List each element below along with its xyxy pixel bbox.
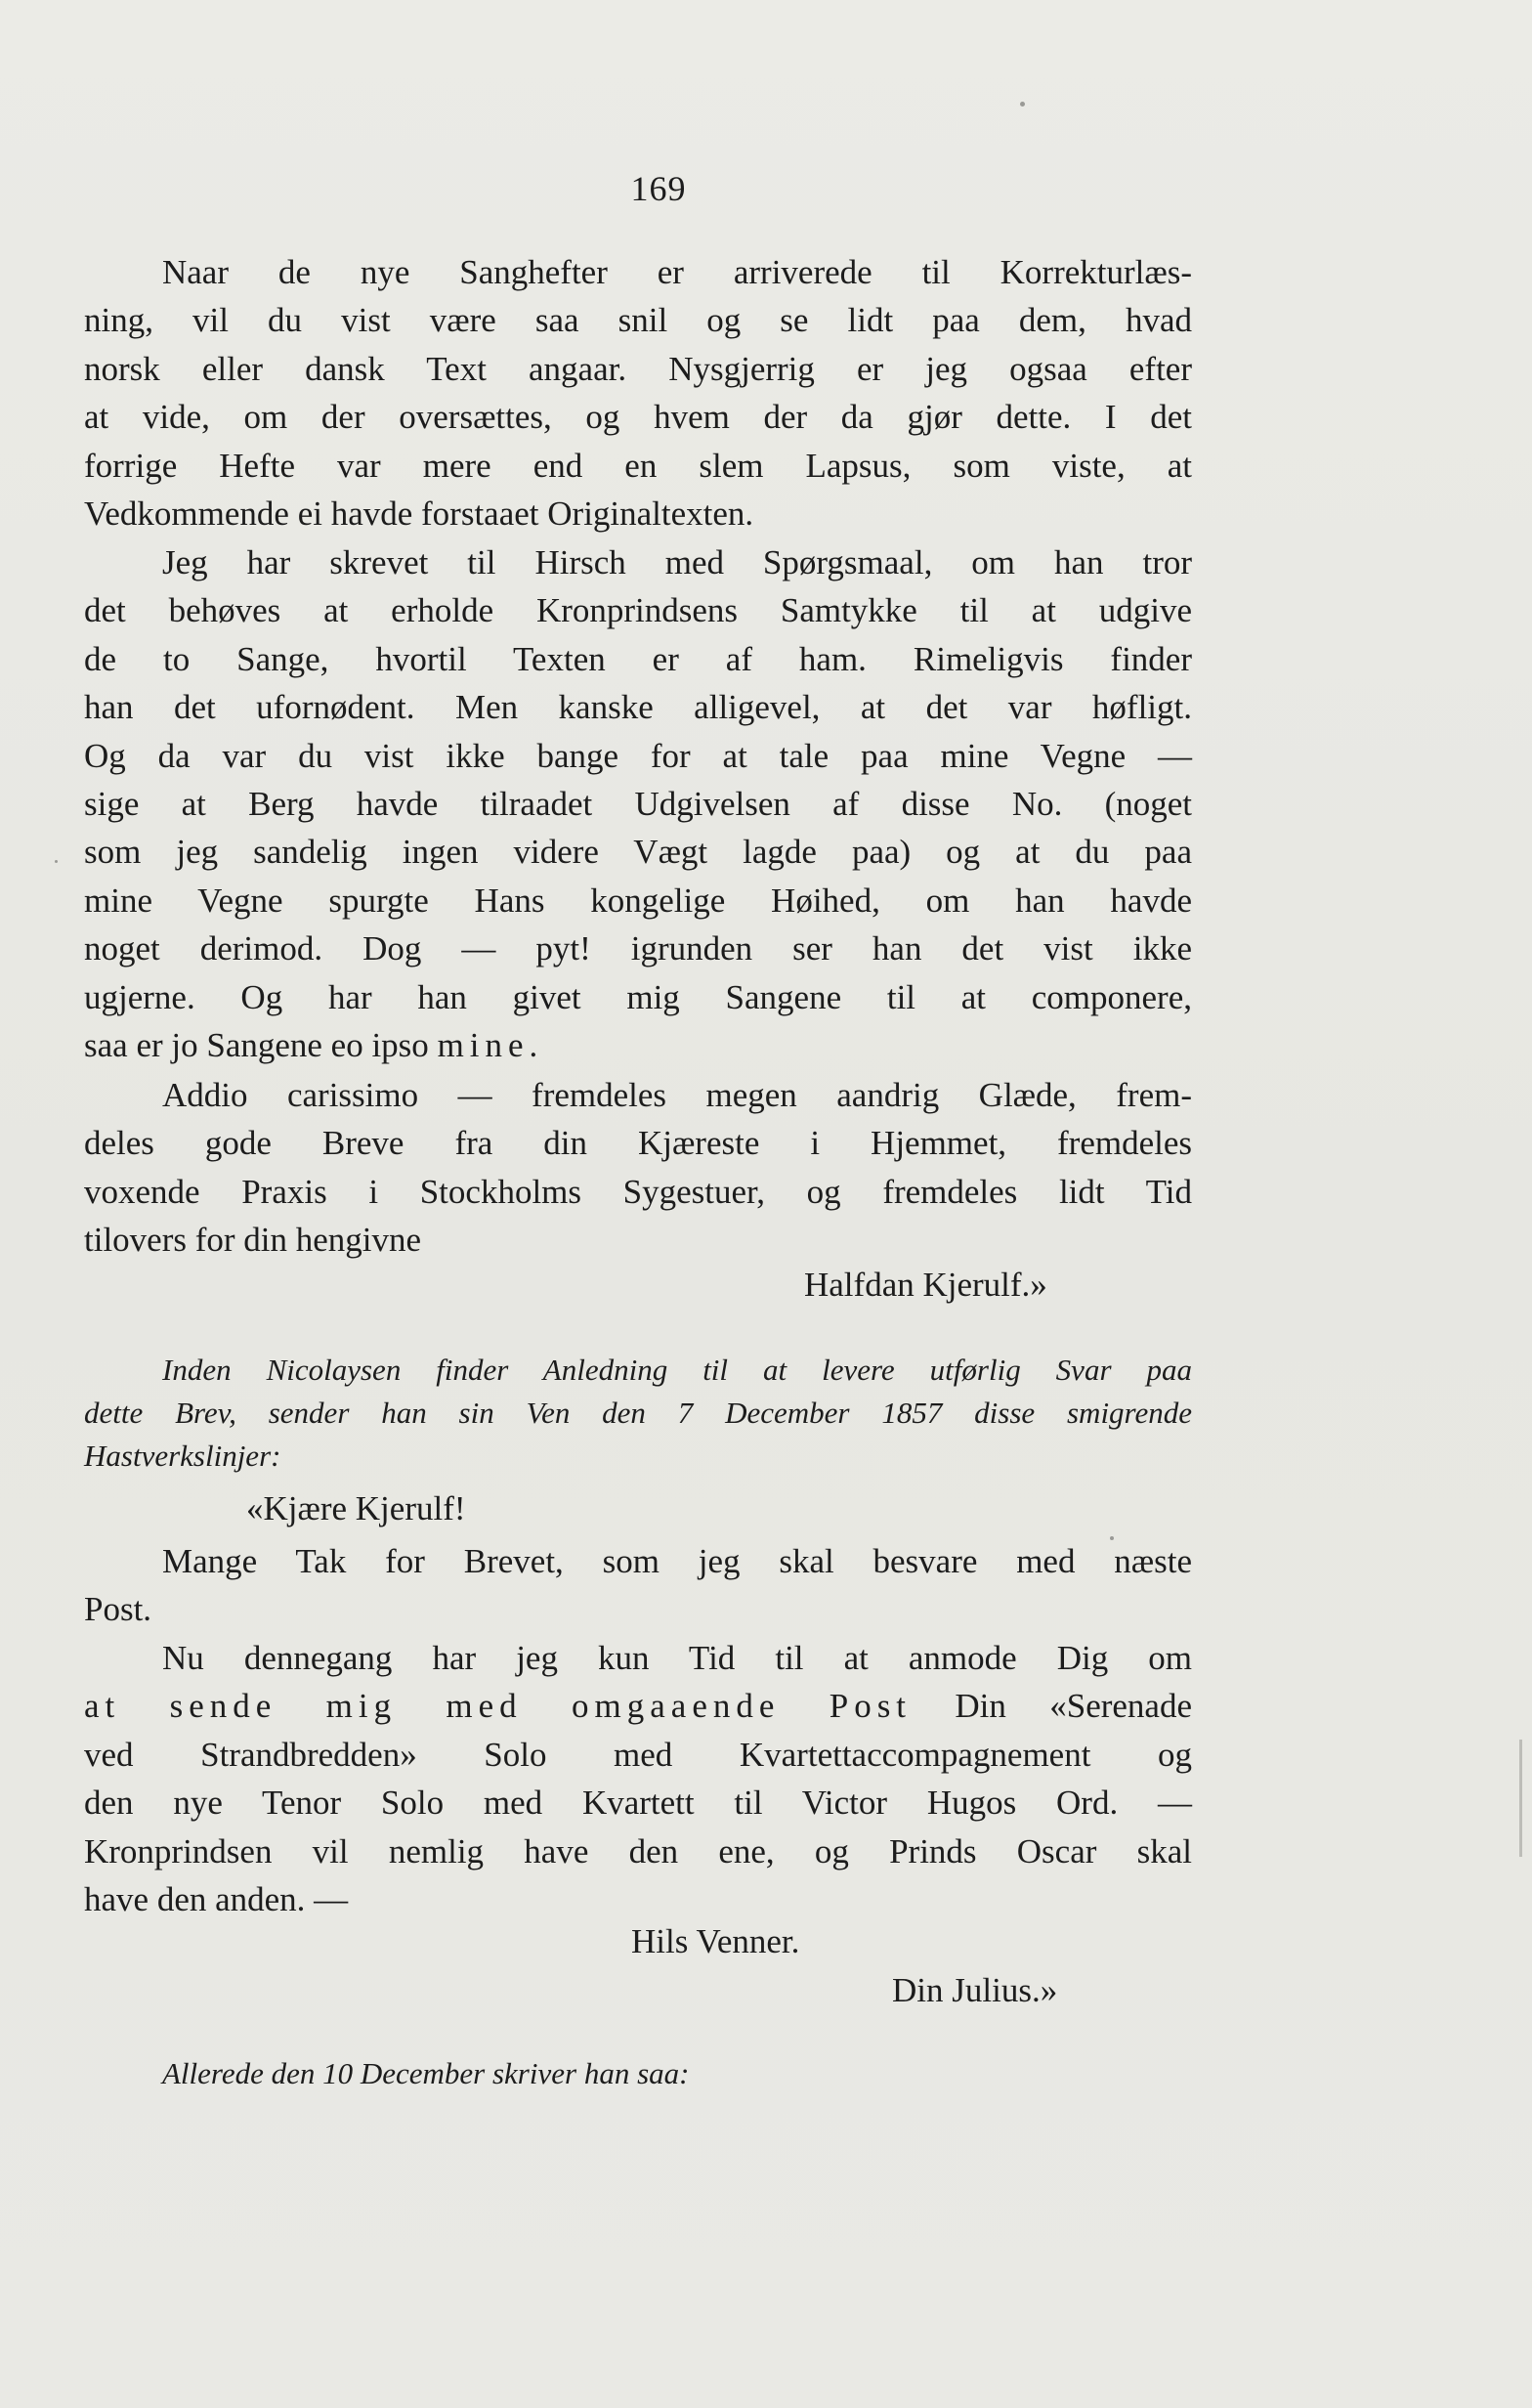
text-line: Nu dennegang har jeg kun Tid til at anmode Dig om (162, 1639, 1192, 1677)
text-line: de to Sange, hvortil Texten er af ham. Rimeligvis finder (84, 639, 1192, 678)
scan-speck (1110, 1536, 1114, 1540)
text-line: noget derimod. Dog — pyt! igrunden ser han det vist ikke (84, 929, 1192, 968)
letter1-paragraph-3 (84, 1071, 1192, 1265)
text-line: han det ufornødent. Men kanske alligevel, at det var høfligt. (84, 688, 1192, 727)
text-fragment: saa er jo Sangene eo ipso (84, 1026, 438, 1065)
letter2-paragraph-2 (84, 1634, 1192, 1923)
text-line: Allerede den 10 December skriver han saa: (162, 2056, 690, 2090)
text-line: Hastverkslinjer: (84, 1439, 281, 1473)
narration-2 (162, 2052, 944, 2095)
text-line: Naar de nye Sanghefter er arriverede til Korrekturlæs- (162, 253, 1192, 291)
text-fragment: Din «Serenade (912, 1687, 1192, 1726)
text-line: Og da var du vist ikke bange for at tale paa mine Vegne — (84, 736, 1192, 775)
text-line: voxende Praxis i Stockholms Sygestuer, og fremdeles lidt Tid (84, 1172, 1192, 1211)
text-line: forrige Hefte var mere end en slem Lapsus, som viste, at (84, 446, 1192, 485)
emphasized-phrase: at sende mig med omgaaende Post (84, 1687, 913, 1726)
scan-speck (55, 860, 58, 863)
emphasized-word: mine (437, 1026, 530, 1065)
text-line: deles gode Breve fra din Kjæreste i Hjemmet, fremdeles (84, 1124, 1192, 1163)
letter2-greeting: Hils Venner. (631, 1922, 800, 1960)
text-line: Mange Tak for Brevet, som jeg skal besvare med næste (162, 1542, 1192, 1580)
scan-speck (1020, 102, 1025, 107)
text-line: som jeg sandelig ingen videre Vægt lagde paa) og at du paa (84, 833, 1192, 872)
text-fragment: . (529, 1026, 538, 1065)
narration-1 (84, 1349, 1192, 1478)
scan-edge-mark (1519, 1740, 1522, 1857)
text-line: at vide, om der oversættes, og hvem der da gjør dette. I det (84, 398, 1192, 437)
page-number: 169 (630, 169, 687, 208)
text-line: det behøves at erholde Kronprindsens Samtykke til at udgive (84, 591, 1192, 630)
text-line: ugjerne. Og har han givet mig Sangene til at componere, (84, 977, 1192, 1016)
letter2-salutation: «Kjære Kjerulf! (246, 1489, 466, 1527)
text-line: Inden Nicolaysen finder Anledning til at levere utførlig Svar paa (162, 1353, 1192, 1387)
text-line: have den anden. — (84, 1880, 349, 1919)
text-line: Jeg har skrevet til Hirsch med Spørgsmaal, om han tror (162, 543, 1192, 581)
text-line (84, 1682, 1192, 1730)
text-line (84, 1021, 1192, 1069)
text-line: mine Vegne spurgte Hans kongelige Høihed, om han havde (84, 881, 1192, 920)
text-line: Addio carissimo — fremdeles megen aandrig Glæde, frem- (162, 1076, 1192, 1114)
letter1-paragraph-1 (84, 248, 1192, 538)
text-line: ning, vil du vist være saa snil og se lidt paa dem, hvad (84, 301, 1192, 340)
text-line: dette Brev, sender han sin Ven den 7 December 1857 disse smigrende (84, 1396, 1192, 1430)
letter2-paragraph-1 (84, 1537, 1192, 1634)
text-line: ved Strandbredden» Solo med Kvartettaccompagnement og (84, 1735, 1192, 1774)
text-line: Vedkommende ei havde forstaaet Originaltexten. (84, 494, 754, 534)
letter1-signature: Halfdan Kjerulf.» (804, 1266, 1047, 1304)
text-line: Kronprindsen vil nemlig have den ene, og Prinds Oscar skal (84, 1831, 1192, 1870)
letter2-signature: Din Julius.» (892, 1971, 1058, 2009)
text-line: tilovers for din hengivne (84, 1221, 422, 1260)
text-line: sige at Berg havde tilraadet Udgivelsen af disse No. (noget (84, 785, 1192, 824)
text-line: norsk eller dansk Text angaar. Nysgjerrig er jeg ogsaa efter (84, 349, 1192, 388)
letter1-paragraph-2 (84, 538, 1192, 1069)
text-line: Post. (84, 1590, 152, 1629)
text-line: den nye Tenor Solo med Kvartett til Victor Hugos Ord. — (84, 1784, 1192, 1823)
